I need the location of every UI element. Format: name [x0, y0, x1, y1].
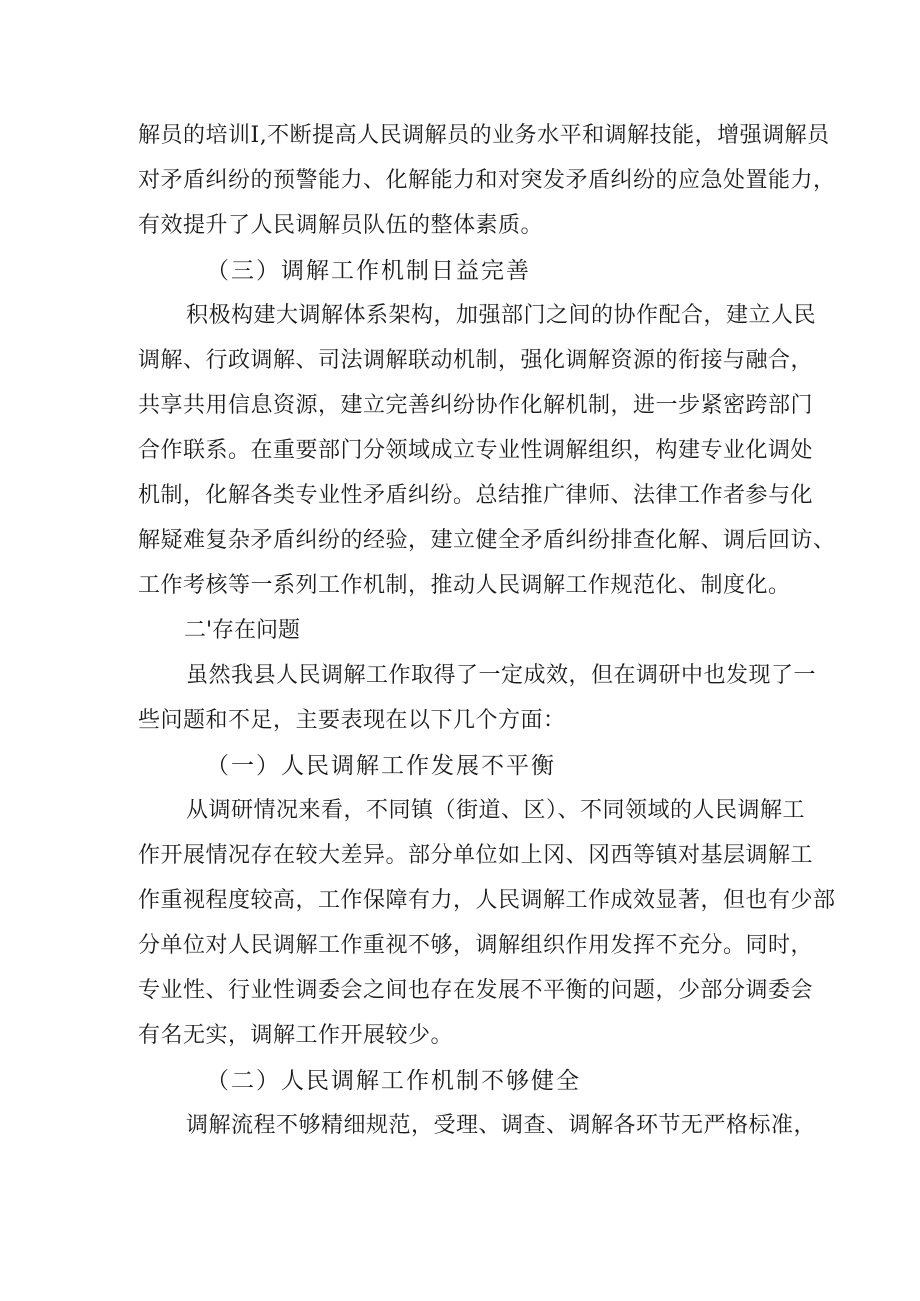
paragraph-line: 对矛盾纠纷的预警能力、化解能力和对突发矛盾纠纷的应急处置能力，	[138, 168, 836, 193]
paragraph-line: 共享共用信息资源，建立完善纠纷协作化解机制，进一步紧密跨部门	[138, 393, 814, 418]
paragraph-line: 作开展情况存在较大差异。部分单位如上冈、冈西等镇对基层调解工	[138, 843, 814, 868]
paragraph-line: 些问题和不足，主要表现在以下几个方面：	[138, 708, 566, 733]
subsection-heading: （三）调解工作机制日益完善	[206, 258, 531, 284]
paragraph-line: 工作考核等一系列工作机制，推动人民调解工作规范化、制度化。	[138, 573, 791, 598]
paragraph-line: 解疑难复杂矛盾纠纷的经验，建立健全矛盾纠纷排查化解、调后回访、	[138, 528, 836, 553]
paragraph-line: 有效提升了人民调解员队伍的整体素质。	[138, 213, 544, 238]
paragraph-line: 机制，化解各类专业性矛盾纠纷。总结推广律师、法律工作者参与化	[138, 483, 814, 508]
paragraph-line: 积极构建大调解体系架构，加强部门之间的协作配合，建立人民	[186, 303, 817, 328]
paragraph-line: 解员的培训I,不断提高人民调解员的业务水平和调解技能，增强调解员	[138, 123, 830, 148]
paragraph-line: 从调研情况来看，不同镇（街道、区）、不同领域的人民调解工	[186, 798, 806, 823]
subsection-heading: （一）人民调解工作发展不平衡	[206, 753, 556, 779]
paragraph-line: 有名无实，调解工作开展较少。	[138, 1023, 454, 1048]
section-heading: 二'存在问题	[184, 618, 301, 643]
paragraph-line: 虽然我县人民调解工作取得了一定成效，但在调研中也发现了一	[186, 663, 817, 688]
paragraph-line: 调解流程不够精细规范，受理、调查、调解各环节无严格标准，	[186, 1113, 817, 1138]
paragraph-line: 合作联系。在重要部门分领域成立专业性调解组织，构建专业化调处	[138, 438, 814, 463]
paragraph-line: 分单位对人民调解工作重视不够，调解组织作用发挥不充分。同时，	[138, 933, 814, 958]
paragraph-line: 调解、行政调解、司法调解联动机制，强化调解资源的衔接与融合，	[138, 348, 814, 373]
paragraph-line: 专业性、行业性调委会之间也存在发展不平衡的问题，少部分调委会	[138, 978, 814, 1003]
subsection-heading: （二）人民调解工作机制不够健全	[206, 1068, 581, 1094]
paragraph-line: 作重视程度较高，工作保障有力，人民调解工作成效显著，但也有少部	[138, 888, 836, 913]
